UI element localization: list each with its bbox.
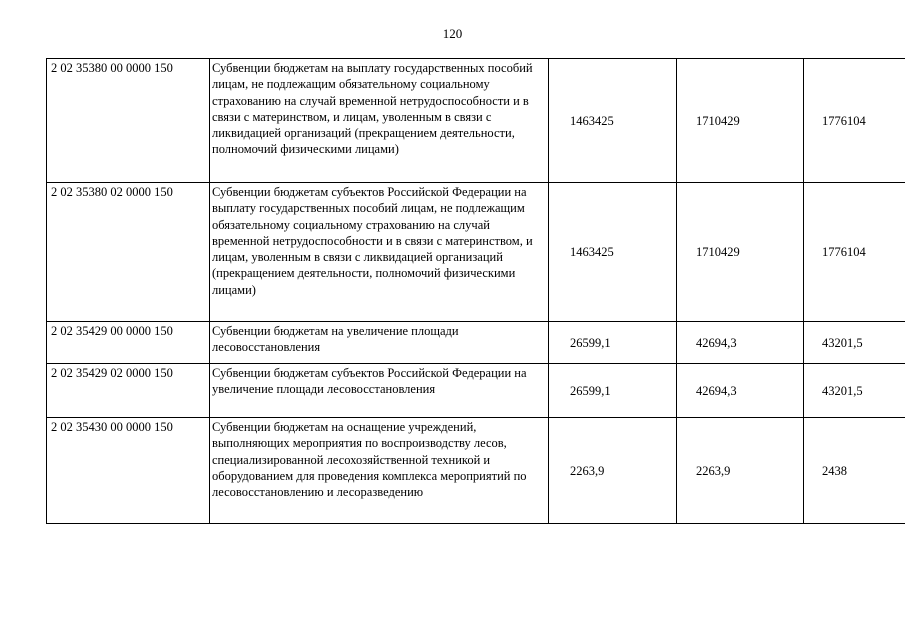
description-cell: Субвенции бюджетам на выплату государственных пособий лицам, не подлежащим обязательному социальному страхованию на случай временной нетрудоспособности и в связи с материнством, и лицам, уволенным в связи с ликвидацией организаций (прекращением деятельности, полномочий физическими лицами) bbox=[210, 59, 549, 183]
description-cell: Субвенции бюджетам субъектов Российской Федерации на увеличение площади лесовосстановления bbox=[210, 364, 549, 418]
amount-year2-cell: 1710429 bbox=[677, 183, 804, 322]
amount-year3-cell: 1776104 bbox=[804, 183, 905, 322]
budget-code-cell: 2 02 35429 02 0000 150 bbox=[47, 364, 210, 418]
amount-year3-cell: 43201,5 bbox=[804, 364, 905, 418]
amount-year1-cell: 26599,1 bbox=[549, 364, 677, 418]
table-row bbox=[47, 364, 905, 418]
table-row bbox=[47, 183, 905, 322]
amount-year1-cell: 1463425 bbox=[549, 59, 677, 183]
page-number: 120 bbox=[442, 26, 463, 41]
budget-table bbox=[46, 58, 905, 524]
amount-year3-cell: 43201,5 bbox=[804, 322, 905, 364]
budget-code-cell: 2 02 35380 00 0000 150 bbox=[47, 59, 210, 183]
budget-code-cell: 2 02 35380 02 0000 150 bbox=[47, 183, 210, 322]
amount-year2-cell: 42694,3 bbox=[677, 322, 804, 364]
amount-year3-cell: 2438 bbox=[804, 418, 905, 524]
table-row bbox=[47, 418, 905, 524]
table-row bbox=[47, 322, 905, 364]
amount-year1-cell: 26599,1 bbox=[549, 322, 677, 364]
description-cell: Субвенции бюджетам субъектов Российской Федерации на выплату государственных пособий лицам, не подлежащим обязательному социальному страхованию на случай временной нетрудоспособности и в связи с материнством, и лицам, уволенным в связи с ликвидацией организаций (прекращением деятельности, полномочий физическими лицами) bbox=[210, 183, 549, 322]
amount-year2-cell: 1710429 bbox=[677, 59, 804, 183]
description-cell: Субвенции бюджетам на увеличение площади лесовосстановления bbox=[210, 322, 549, 364]
amount-year1-cell: 1463425 bbox=[549, 183, 677, 322]
amount-year3-cell: 1776104 bbox=[804, 59, 905, 183]
amount-year2-cell: 42694,3 bbox=[677, 364, 804, 418]
amount-year1-cell: 2263,9 bbox=[549, 418, 677, 524]
budget-code-cell: 2 02 35429 00 0000 150 bbox=[47, 322, 210, 364]
amount-year2-cell: 2263,9 bbox=[677, 418, 804, 524]
table-row bbox=[47, 59, 905, 183]
description-cell: Субвенции бюджетам на оснащение учреждений, выполняющих мероприятия по воспроизводству лесов, специализированной лесохозяйственной техникой и оборудованием для проведения комплекса мероприятий по лесовосстановлению и лесоразведению bbox=[210, 418, 549, 524]
budget-code-cell: 2 02 35430 00 0000 150 bbox=[47, 418, 210, 524]
